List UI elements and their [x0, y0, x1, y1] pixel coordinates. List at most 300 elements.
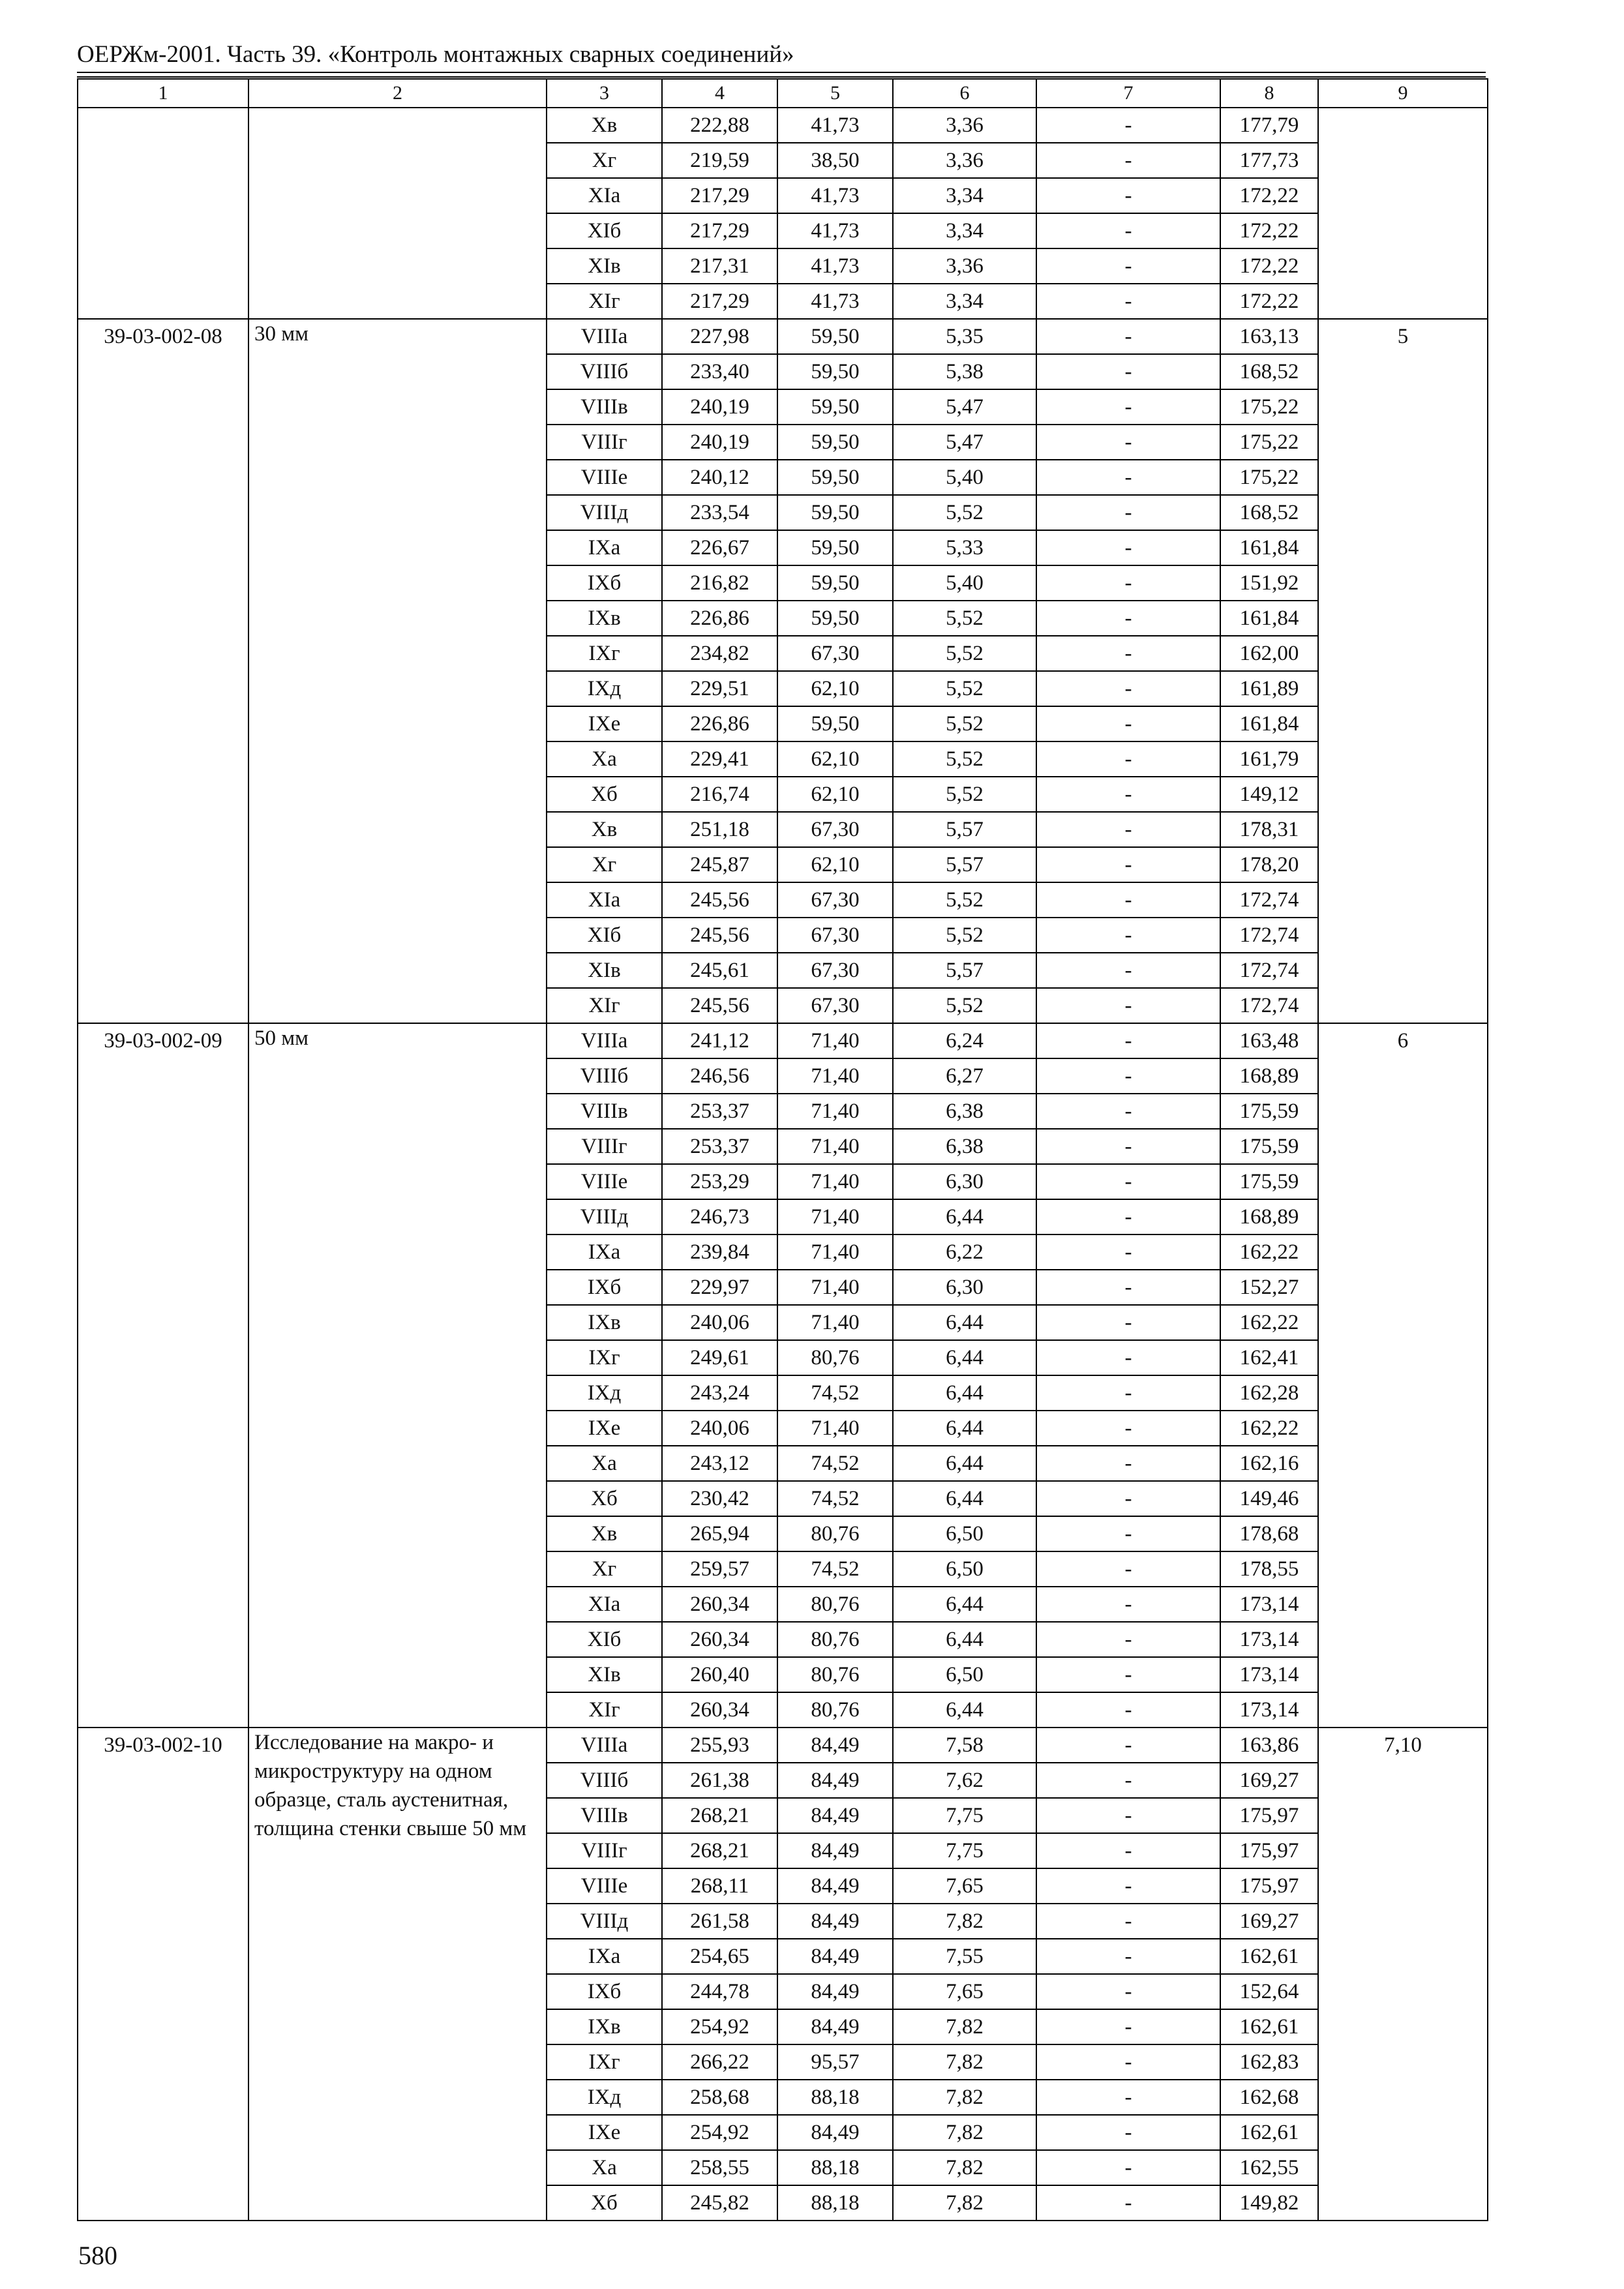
item-description-cell: 50 мм — [248, 1023, 547, 1728]
value-cell: 161,84 — [1220, 530, 1318, 565]
value-cell: 80,76 — [777, 1657, 893, 1692]
value-cell: 240,19 — [662, 389, 777, 425]
value-cell: 258,68 — [662, 2080, 777, 2115]
value-cell: IХг — [547, 1340, 662, 1375]
value-cell: 161,89 — [1220, 671, 1318, 706]
value-cell: 5,52 — [893, 601, 1036, 636]
value-cell: 5,35 — [893, 319, 1036, 354]
table-row — [78, 108, 1488, 143]
value-cell: 261,38 — [662, 1763, 777, 1798]
value-cell: 259,57 — [662, 1551, 777, 1587]
value-cell: - — [1036, 882, 1220, 918]
value-cell: VIIIг — [547, 1129, 662, 1164]
value-cell: 161,84 — [1220, 706, 1318, 741]
value-cell: VIIIе — [547, 1868, 662, 1904]
value-cell: - — [1036, 1164, 1220, 1199]
value-cell: - — [1036, 601, 1220, 636]
value-cell: 5,52 — [893, 777, 1036, 812]
value-cell: 67,30 — [777, 636, 893, 671]
value-cell: - — [1036, 1833, 1220, 1868]
value-cell: 172,74 — [1220, 882, 1318, 918]
value-cell: 234,82 — [662, 636, 777, 671]
value-cell: VIIIа — [547, 319, 662, 354]
value-cell: 233,40 — [662, 354, 777, 389]
value-cell: 7,82 — [893, 2185, 1036, 2221]
value-cell: 84,49 — [777, 1728, 893, 1763]
value-cell: - — [1036, 354, 1220, 389]
value-cell: 5,57 — [893, 812, 1036, 847]
value-cell: - — [1036, 1692, 1220, 1728]
value-cell: - — [1036, 1551, 1220, 1587]
value-cell: 177,79 — [1220, 108, 1318, 143]
value-cell: 5,52 — [893, 706, 1036, 741]
value-cell: - — [1036, 1129, 1220, 1164]
value-cell: 59,50 — [777, 460, 893, 495]
value-cell: 59,50 — [777, 565, 893, 601]
value-cell: - — [1036, 1516, 1220, 1551]
value-cell: 41,73 — [777, 248, 893, 284]
value-cell: - — [1036, 741, 1220, 777]
value-cell: 175,97 — [1220, 1833, 1318, 1868]
value-cell: IХе — [547, 1411, 662, 1446]
value-cell: 84,49 — [777, 2009, 893, 2044]
value-cell: 7,82 — [893, 2009, 1036, 2044]
value-cell: 258,55 — [662, 2150, 777, 2185]
page-number: 580 — [78, 2241, 117, 2270]
value-cell: - — [1036, 953, 1220, 988]
value-cell: IХб — [547, 1270, 662, 1305]
item-description-cell: Исследование на макро- и микроструктуру на одном образце, сталь аустенитная, толщина стенки свыше 50 мм — [248, 1728, 547, 2221]
value-cell: - — [1036, 1622, 1220, 1657]
value-cell: Хб — [547, 2185, 662, 2221]
value-cell: 88,18 — [777, 2080, 893, 2115]
value-cell: 88,18 — [777, 2185, 893, 2221]
value-cell: 67,30 — [777, 812, 893, 847]
value-cell: 151,92 — [1220, 565, 1318, 601]
value-cell: - — [1036, 1728, 1220, 1763]
value-cell: 80,76 — [777, 1692, 893, 1728]
value-cell: 6,44 — [893, 1305, 1036, 1340]
value-cell: 217,29 — [662, 178, 777, 213]
value-cell: 6,44 — [893, 1199, 1036, 1234]
value-cell: 6,44 — [893, 1411, 1036, 1446]
value-cell: - — [1036, 565, 1220, 601]
value-cell: IХд — [547, 1375, 662, 1411]
value-cell: 253,29 — [662, 1164, 777, 1199]
value-cell: 217,29 — [662, 284, 777, 319]
value-cell: 41,73 — [777, 178, 893, 213]
value-cell: 226,86 — [662, 601, 777, 636]
value-cell: 216,74 — [662, 777, 777, 812]
value-cell: 71,40 — [777, 1305, 893, 1340]
value-cell: 168,89 — [1220, 1199, 1318, 1234]
value-cell: 59,50 — [777, 530, 893, 565]
value-cell: 6,44 — [893, 1446, 1036, 1481]
value-cell: 226,67 — [662, 530, 777, 565]
note-cell: 6 — [1318, 1023, 1488, 1728]
value-cell: 163,13 — [1220, 319, 1318, 354]
value-cell: 253,37 — [662, 1094, 777, 1129]
value-cell: 3,34 — [893, 213, 1036, 248]
value-cell: 233,54 — [662, 495, 777, 530]
value-cell: Хб — [547, 777, 662, 812]
value-cell: 173,14 — [1220, 1587, 1318, 1622]
value-cell: VIIIд — [547, 1904, 662, 1939]
value-cell: 84,49 — [777, 1939, 893, 1974]
value-cell: 80,76 — [777, 1587, 893, 1622]
value-cell: 80,76 — [777, 1340, 893, 1375]
value-cell: 265,94 — [662, 1516, 777, 1551]
value-cell: 5,52 — [893, 988, 1036, 1023]
value-cell: 6,44 — [893, 1340, 1036, 1375]
value-cell: 162,68 — [1220, 2080, 1318, 2115]
value-cell: 162,41 — [1220, 1340, 1318, 1375]
value-cell: ХIв — [547, 953, 662, 988]
value-cell: 178,55 — [1220, 1551, 1318, 1587]
value-cell: 246,73 — [662, 1199, 777, 1234]
value-cell: IХв — [547, 1305, 662, 1340]
value-cell: 71,40 — [777, 1164, 893, 1199]
value-cell: 253,37 — [662, 1129, 777, 1164]
value-cell: 178,31 — [1220, 812, 1318, 847]
value-cell: 59,50 — [777, 425, 893, 460]
value-cell: 6,24 — [893, 1023, 1036, 1058]
value-cell: 245,56 — [662, 882, 777, 918]
value-cell: 80,76 — [777, 1622, 893, 1657]
value-cell: ХIг — [547, 988, 662, 1023]
value-cell: ХIб — [547, 918, 662, 953]
value-cell: 162,28 — [1220, 1375, 1318, 1411]
value-cell: - — [1036, 1058, 1220, 1094]
value-cell: 95,57 — [777, 2044, 893, 2080]
value-cell: IХе — [547, 2115, 662, 2150]
value-cell: 169,27 — [1220, 1763, 1318, 1798]
value-cell: 172,22 — [1220, 248, 1318, 284]
value-cell: - — [1036, 1199, 1220, 1234]
value-cell: 240,12 — [662, 460, 777, 495]
value-cell: 162,00 — [1220, 636, 1318, 671]
value-cell: VIIIб — [547, 354, 662, 389]
item-code-cell: 39-03-002-09 — [78, 1023, 248, 1728]
value-cell: - — [1036, 1023, 1220, 1058]
value-cell: 59,50 — [777, 601, 893, 636]
value-cell: ХIб — [547, 1622, 662, 1657]
value-cell: 175,97 — [1220, 1868, 1318, 1904]
value-cell: 71,40 — [777, 1023, 893, 1058]
value-cell: 3,34 — [893, 284, 1036, 319]
value-cell: 268,21 — [662, 1798, 777, 1833]
value-cell: - — [1036, 460, 1220, 495]
value-cell: 266,22 — [662, 2044, 777, 2080]
value-cell: 5,52 — [893, 495, 1036, 530]
value-cell: - — [1036, 2044, 1220, 2080]
value-cell: 74,52 — [777, 1446, 893, 1481]
value-cell: VIIIб — [547, 1058, 662, 1094]
value-cell: 6,50 — [893, 1516, 1036, 1551]
value-cell: VIIIг — [547, 1833, 662, 1868]
value-cell: 84,49 — [777, 1868, 893, 1904]
value-cell: 5,40 — [893, 565, 1036, 601]
value-cell: 168,52 — [1220, 495, 1318, 530]
value-cell: - — [1036, 213, 1220, 248]
value-cell: VIIIб — [547, 1763, 662, 1798]
value-cell: 172,22 — [1220, 284, 1318, 319]
value-cell: 7,82 — [893, 2080, 1036, 2115]
value-cell: 67,30 — [777, 882, 893, 918]
value-cell: 254,65 — [662, 1939, 777, 1974]
value-cell: 6,44 — [893, 1587, 1036, 1622]
value-cell: VIIIв — [547, 1094, 662, 1129]
column-number: 3 — [547, 79, 662, 108]
value-cell: - — [1036, 1763, 1220, 1798]
value-cell: 41,73 — [777, 213, 893, 248]
value-cell: IХб — [547, 565, 662, 601]
value-cell: IХг — [547, 2044, 662, 2080]
value-cell: - — [1036, 2115, 1220, 2150]
value-cell: 172,74 — [1220, 953, 1318, 988]
code-cell-empty — [78, 108, 248, 319]
value-cell: IХа — [547, 1939, 662, 1974]
value-cell: Хв — [547, 812, 662, 847]
value-cell: 149,12 — [1220, 777, 1318, 812]
item-code-cell: 39-03-002-08 — [78, 319, 248, 1023]
header-rule — [77, 72, 1486, 73]
value-cell: IХб — [547, 1974, 662, 2009]
value-cell: 84,49 — [777, 1833, 893, 1868]
value-cell: 245,87 — [662, 847, 777, 882]
value-cell: 84,49 — [777, 1763, 893, 1798]
value-cell: 7,75 — [893, 1833, 1036, 1868]
value-cell: - — [1036, 636, 1220, 671]
value-cell: 84,49 — [777, 1798, 893, 1833]
value-cell: 5,47 — [893, 425, 1036, 460]
value-cell: - — [1036, 389, 1220, 425]
value-cell: ХIв — [547, 248, 662, 284]
value-cell: 175,59 — [1220, 1094, 1318, 1129]
value-cell: 71,40 — [777, 1058, 893, 1094]
table-row — [78, 1728, 1488, 1763]
value-cell: 255,93 — [662, 1728, 777, 1763]
value-cell: - — [1036, 1305, 1220, 1340]
value-cell: 162,55 — [1220, 2150, 1318, 2185]
value-cell: - — [1036, 1340, 1220, 1375]
value-cell: - — [1036, 1798, 1220, 1833]
value-cell: 173,14 — [1220, 1622, 1318, 1657]
value-cell: 219,59 — [662, 143, 777, 178]
value-cell: 62,10 — [777, 741, 893, 777]
value-cell: 217,29 — [662, 213, 777, 248]
column-number: 2 — [248, 79, 547, 108]
value-cell: - — [1036, 2009, 1220, 2044]
value-cell: 230,42 — [662, 1481, 777, 1516]
value-cell: 245,56 — [662, 918, 777, 953]
value-cell: 217,31 — [662, 248, 777, 284]
value-cell: 172,74 — [1220, 988, 1318, 1023]
value-cell: IХа — [547, 530, 662, 565]
value-cell: 5,52 — [893, 918, 1036, 953]
table-row — [78, 319, 1488, 354]
value-cell: ХIб — [547, 213, 662, 248]
value-cell: 260,34 — [662, 1587, 777, 1622]
value-cell: - — [1036, 108, 1220, 143]
value-cell: - — [1036, 1974, 1220, 2009]
value-cell: 5,57 — [893, 847, 1036, 882]
column-number: 4 — [662, 79, 777, 108]
column-number-row — [78, 79, 1488, 108]
value-cell: 149,82 — [1220, 2185, 1318, 2221]
column-number: 5 — [777, 79, 893, 108]
value-cell: 7,82 — [893, 1904, 1036, 1939]
value-cell: 172,74 — [1220, 918, 1318, 953]
value-cell: VIIIе — [547, 1164, 662, 1199]
note-cell: 7,10 — [1318, 1728, 1488, 2221]
value-cell: - — [1036, 143, 1220, 178]
value-cell: 5,38 — [893, 354, 1036, 389]
value-cell: 254,92 — [662, 2115, 777, 2150]
value-cell: 7,82 — [893, 2150, 1036, 2185]
value-cell: 244,78 — [662, 1974, 777, 2009]
value-cell: 245,56 — [662, 988, 777, 1023]
table-row — [78, 1023, 1488, 1058]
value-cell: 240,06 — [662, 1411, 777, 1446]
value-cell: 149,46 — [1220, 1481, 1318, 1516]
value-cell: IХв — [547, 2009, 662, 2044]
value-cell: 5,40 — [893, 460, 1036, 495]
value-cell: - — [1036, 1868, 1220, 1904]
value-cell: Ха — [547, 1446, 662, 1481]
value-cell: 59,50 — [777, 354, 893, 389]
value-cell: 84,49 — [777, 1974, 893, 2009]
value-cell: 7,62 — [893, 1763, 1036, 1798]
value-cell: 243,24 — [662, 1375, 777, 1411]
value-cell: 161,79 — [1220, 741, 1318, 777]
value-cell: 71,40 — [777, 1129, 893, 1164]
value-cell: 168,89 — [1220, 1058, 1318, 1094]
column-number: 7 — [1036, 79, 1220, 108]
value-cell: 74,52 — [777, 1551, 893, 1587]
value-cell: 67,30 — [777, 918, 893, 953]
value-cell: ХIв — [547, 1657, 662, 1692]
value-cell: 80,76 — [777, 1516, 893, 1551]
value-cell: 6,30 — [893, 1270, 1036, 1305]
value-cell: 152,64 — [1220, 1974, 1318, 2009]
value-cell: 6,44 — [893, 1692, 1036, 1728]
table-body — [78, 79, 1488, 2221]
value-cell: 59,50 — [777, 706, 893, 741]
note-cell-empty — [1318, 108, 1488, 319]
value-cell: IХа — [547, 1234, 662, 1270]
value-cell: 162,61 — [1220, 2009, 1318, 2044]
value-cell: 41,73 — [777, 108, 893, 143]
value-cell: - — [1036, 2150, 1220, 2185]
value-cell: 268,21 — [662, 1833, 777, 1868]
value-cell: VIIIд — [547, 1199, 662, 1234]
value-cell: - — [1036, 1657, 1220, 1692]
value-cell: 67,30 — [777, 953, 893, 988]
value-cell: ХIа — [547, 1587, 662, 1622]
value-cell: 74,52 — [777, 1375, 893, 1411]
value-cell: - — [1036, 1094, 1220, 1129]
value-cell: VIIIе — [547, 460, 662, 495]
value-cell: 5,52 — [893, 741, 1036, 777]
value-cell: ХIа — [547, 178, 662, 213]
value-cell: 254,92 — [662, 2009, 777, 2044]
value-cell: 59,50 — [777, 389, 893, 425]
value-cell: IХг — [547, 636, 662, 671]
value-cell: - — [1036, 1939, 1220, 1974]
item-description-cell: 30 мм — [248, 319, 547, 1023]
value-cell: Хв — [547, 108, 662, 143]
value-cell: - — [1036, 2185, 1220, 2221]
value-cell: 5,33 — [893, 530, 1036, 565]
value-cell: VIIIа — [547, 1023, 662, 1058]
value-cell: 260,34 — [662, 1692, 777, 1728]
value-cell: 175,59 — [1220, 1129, 1318, 1164]
value-cell: 71,40 — [777, 1234, 893, 1270]
value-cell: - — [1036, 248, 1220, 284]
value-cell: 229,97 — [662, 1270, 777, 1305]
value-cell: VIIIв — [547, 389, 662, 425]
value-cell: IХе — [547, 706, 662, 741]
value-cell: 243,12 — [662, 1446, 777, 1481]
value-cell: Хб — [547, 1481, 662, 1516]
value-cell: - — [1036, 988, 1220, 1023]
value-cell: 261,58 — [662, 1904, 777, 1939]
value-cell: 175,22 — [1220, 460, 1318, 495]
value-cell: Хв — [547, 1516, 662, 1551]
value-cell: - — [1036, 847, 1220, 882]
value-cell: 5,47 — [893, 389, 1036, 425]
value-cell: 178,20 — [1220, 847, 1318, 882]
value-cell: VIIIд — [547, 495, 662, 530]
value-cell: 173,14 — [1220, 1657, 1318, 1692]
value-cell: 169,27 — [1220, 1904, 1318, 1939]
value-cell: 6,22 — [893, 1234, 1036, 1270]
value-cell: 162,83 — [1220, 2044, 1318, 2080]
value-cell: - — [1036, 1375, 1220, 1411]
value-cell: - — [1036, 530, 1220, 565]
value-cell: 162,16 — [1220, 1446, 1318, 1481]
value-cell: - — [1036, 1587, 1220, 1622]
value-cell: IХд — [547, 671, 662, 706]
value-cell: IХд — [547, 2080, 662, 2115]
value-cell: - — [1036, 706, 1220, 741]
value-cell: VIIIв — [547, 1798, 662, 1833]
value-cell: 62,10 — [777, 847, 893, 882]
value-cell: 240,06 — [662, 1305, 777, 1340]
value-cell: - — [1036, 671, 1220, 706]
value-cell: 246,56 — [662, 1058, 777, 1094]
value-cell: - — [1036, 918, 1220, 953]
value-cell: 162,22 — [1220, 1411, 1318, 1446]
value-cell: - — [1036, 1446, 1220, 1481]
value-cell: - — [1036, 2080, 1220, 2115]
value-cell: 168,52 — [1220, 354, 1318, 389]
value-cell: 226,86 — [662, 706, 777, 741]
value-cell: 84,49 — [777, 2115, 893, 2150]
value-cell: - — [1036, 319, 1220, 354]
value-cell: 6,50 — [893, 1657, 1036, 1692]
value-cell: 67,30 — [777, 988, 893, 1023]
value-cell: ХIа — [547, 882, 662, 918]
value-cell: 71,40 — [777, 1094, 893, 1129]
value-cell: 260,40 — [662, 1657, 777, 1692]
column-number: 1 — [78, 79, 248, 108]
value-cell: 5,52 — [893, 671, 1036, 706]
value-cell: 5,52 — [893, 636, 1036, 671]
value-cell: 74,52 — [777, 1481, 893, 1516]
value-cell: 249,61 — [662, 1340, 777, 1375]
